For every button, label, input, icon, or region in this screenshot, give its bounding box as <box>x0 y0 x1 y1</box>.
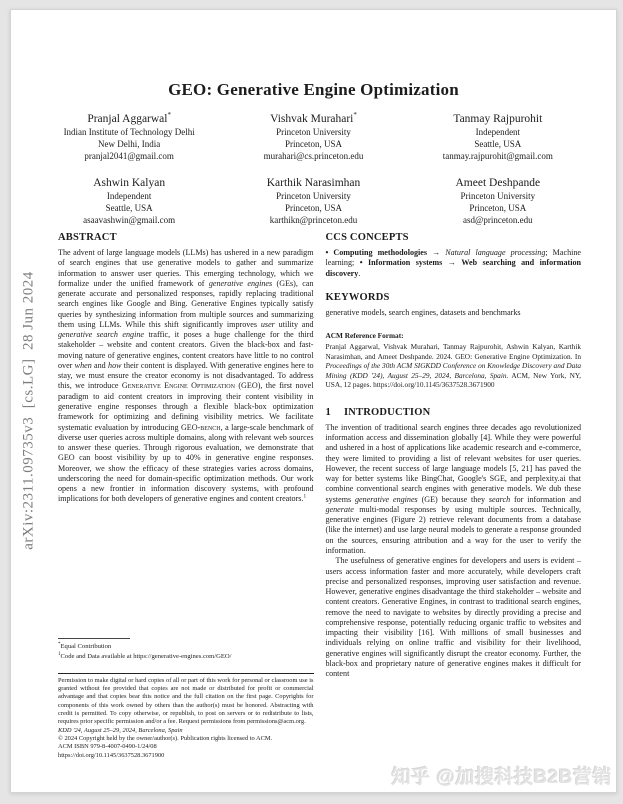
author-block <box>406 175 590 226</box>
author-email: karthikn@princeton.edu <box>269 215 358 226</box>
author-email: murahari@cs.princeton.edu <box>263 150 364 161</box>
author-location: Seattle, USA <box>105 203 153 214</box>
footnote-code-data: $^1$Code and Data available at https://generative-engines.com/GEO/ <box>58 651 232 660</box>
permission-block <box>58 673 314 760</box>
footnotes <box>58 638 314 662</box>
left-column <box>58 232 314 760</box>
author-block <box>221 111 405 162</box>
author-location: Seattle, USA <box>474 138 522 149</box>
keywords-heading: KEYWORDS <box>325 291 390 303</box>
author-email: asd@princeton.edu <box>463 215 533 226</box>
author-affiliation: Princeton University <box>276 126 351 137</box>
author-location: Princeton, USA <box>469 203 527 214</box>
introduction-heading <box>326 407 582 418</box>
acm-reference-text: Pranjal Aggarwal, Vishvak Murahari, Tanmay Rajpurohit, Ashwin Kalyan, Karthik Narasimhan, and Ameet Deshpande. 2024. GEO: Generative Engine Optimization. In Proceedings of the 30th ACM SIGKDD Conference on Knowledge Discovery and Data Mining (KDD '24), August 25–29, 2024, Barcelona, Spain. ACM, New York, NY, USA, 12 pages. https://doi.org/10.1145/3637528.3671900 <box>325 342 582 390</box>
author-location: New Delhi, India <box>98 138 161 149</box>
author-name: Pranjal Aggarwal* <box>87 111 171 125</box>
ccs-text: • Computing methodologies → Natural language processing; Machine learning; • Information systems → Web searching and information discovery. <box>325 248 581 278</box>
two-column-body <box>58 232 581 760</box>
code-data-link[interactable]: https://generative-engines.com/GEO/ <box>133 652 232 660</box>
section-number: 1 <box>325 406 331 418</box>
author-block <box>221 175 405 226</box>
author-mark: * <box>167 111 171 119</box>
author-email: pranjal2041@gmail.com <box>84 150 174 161</box>
author-mark: * <box>353 111 357 119</box>
abstract-heading: ABSTRACT <box>58 232 117 243</box>
isbn-line: ACM ISBN 979-8-4007-0490-1/24/08 <box>58 743 157 751</box>
paper-page <box>10 9 617 793</box>
introduction-paragraph-1: The invention of traditional search engines three decades ago revolutionized information access and dissemination globally [4]. While they were powerful and ushered in a host of applications like academic research and e-commerce, they were limited to providing a list of relevant websites for user queries. However, the recent success of large language models [5, 21] has paved the way for better systems like BingChat, Google's SGE, and perplexity.ai that combine conventional search engines with generative models. We dub these systems generative engines (GE) because they search for information and generate multi-modal responses by using multiple sources. Technically, generative engines (Figure 2) retrieve relevant documents from a database (like the internet) and use large neural models to generate a response grounded on the sources, ensuring attribution and a way for the user to verify the information. <box>325 422 581 555</box>
author-name: Vishvak Murahari* <box>270 111 357 125</box>
footnote-equal-contribution: *Equal Contribution <box>58 641 112 650</box>
author-block <box>37 175 221 226</box>
paper-title: GEO: Generative Engine Optimization <box>168 80 459 99</box>
section-title: INTRODUCTION <box>343 406 431 418</box>
author-block <box>406 111 590 162</box>
right-column <box>326 232 582 760</box>
permission-text: Permission to make digital or hard copies of all or part of this work for personal or classroom use is granted without fee provided that copies are not made or distributed for profit or commercial advantage and that copies bear this notice and the full citation on the first page. Copyrights for components of this work owned by others than the author(s) must be honored. Abstracting with credit is permitted. To copy otherwise, or republish, to post on servers or to redistribute to lists, requires prior specific permission and/or a fee. Request permissions from permissions@acm.org. <box>58 676 314 726</box>
footnote-divider <box>58 638 130 639</box>
author-affiliation: Indian Institute of Technology Delhi <box>63 126 195 137</box>
author-name: Tanmay Rajpurohit <box>453 112 543 125</box>
ccs-heading: CCS CONCEPTS <box>325 232 409 243</box>
introduction-paragraph-2: The usefulness of generative engines for developers and users is evident – users access information faster and more accurately, while developers craft precise and personalized responses, improving user satisfaction and revenue. However, generative engines disadvantage the third stakeholder – website and content creators. Generative Engines, in contrast to traditional search engines, remove the need to navigate to websites by directly providing a precise and comprehensive response, potentially reducing organic traffic to websites and impacting their visibility [16]. With millions of small businesses and individuals relying on online traffic and visibility for their livelihood, generative engines will significantly disrupt the creator economy. Further, the black-box and proprietary nature of generative engines makes it difficult for content <box>325 556 581 679</box>
author-block <box>37 111 221 162</box>
conference-line: KDD '24, August 25–29, 2024, Barcelona, Spain <box>58 726 183 734</box>
doi-link[interactable]: https://doi.org/10.1145/3637528.3671900 <box>58 751 165 759</box>
author-location: Princeton, USA <box>284 203 342 214</box>
copyright-line: © 2024 Copyright held by the owner/author(s). Publication rights licensed to ACM. <box>58 735 273 743</box>
author-name: Karthik Narasimhan <box>266 177 361 190</box>
authors-section <box>37 111 590 227</box>
author-affiliation: Princeton University <box>276 191 351 202</box>
zhihu-watermark: 知乎 @加搜科技B2B营销 <box>391 767 612 788</box>
author-email: tanmay.rajpurohit@gmail.com <box>442 150 553 161</box>
author-name: Ashwin Kalyan <box>93 177 166 190</box>
author-location: Princeton, USA <box>284 138 342 149</box>
abstract-text: The advent of large language models (LLMs) has ushered in a new paradigm of search engines that use generative models to gather and summarize information to answer user queries. This emerging technology, which we formalize under the unified framework of generative engines (GEs), can generate accurate and personalized responses, rapidly replacing traditional search engines like Google and Bing. Generative Engines typically satisfy queries by synthesizing information from multiple sources and summarizing them using LLMs. While this shift significantly improves user utility and generative search engine traffic, it poses a huge challenge for the third stakeholder – website and content creators. Given the black-box and fast-moving nature of generative engines, content creators have little to no control over when and how their content is displayed. With generative engines here to stay, we must ensure the creator economy is not disadvantaged. To address this, we introduce Generative Engine Optimization (GEO), the first novel paradigm to aid content creators in improving their content visibility in generative engine responses through a flexible black-box optimization framework for optimizing and defining visibility metrics. We facilitate systematic evaluation by introducing GEO-bench, a large-scale benchmark of diverse user queries across multiple domains, along with relevant web sources to answer these queries. Through rigorous evaluation, we demonstrate that GEO can boost visibility by up to 40% in generative engine responses. Moreover, we show the efficacy of these strategies varies across domains, underscoring the need for domain-specific optimization methods. Our work opens a new frontier in information discovery systems, with profound implications for both developers of generative engines and content creators.$^1$ <box>58 248 314 504</box>
acm-reference-heading: ACM Reference Format: <box>325 331 404 341</box>
author-name: Ameet Deshpande <box>455 177 541 190</box>
author-affiliation: Independent <box>106 191 152 202</box>
arxiv-sidebar-label: arXiv:2311.09735v3 [cs.LG] 28 Jun 2024 <box>20 271 37 550</box>
author-email: asaavashwin@gmail.com <box>83 215 176 226</box>
author-affiliation: Independent <box>475 126 521 137</box>
author-affiliation: Princeton University <box>460 191 536 202</box>
keywords-text: generative models, search engines, datasets and benchmarks <box>325 307 521 317</box>
